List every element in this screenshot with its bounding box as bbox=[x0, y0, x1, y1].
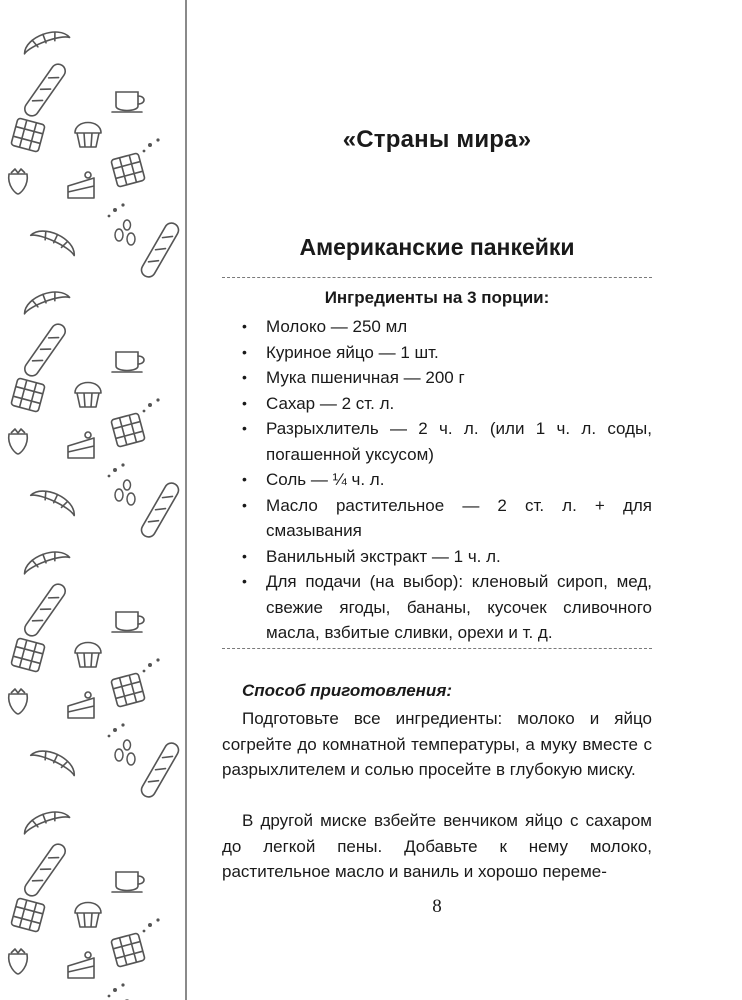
bullet-icon: • bbox=[242, 343, 247, 360]
ingredient-item: • Молоко — 250 мл bbox=[222, 314, 652, 340]
dashed-divider-top bbox=[222, 277, 652, 278]
page-content bbox=[222, 0, 652, 1000]
bullet-icon: • bbox=[242, 420, 247, 436]
bullet-icon: • bbox=[242, 394, 247, 411]
bullet-icon: • bbox=[242, 547, 247, 564]
ingredient-item: • Мука пшеничная — 200 г bbox=[222, 365, 652, 391]
border-divider bbox=[185, 0, 187, 1000]
method-paragraph: Подготовьте все ингредиенты: молоко и яйцо согрейте до комнатной температуры, а муку вместе с разрыхлителем и солью просейте в глубокую миску. bbox=[222, 709, 652, 779]
page-number: 8 bbox=[432, 896, 442, 917]
bullet-icon: • bbox=[242, 573, 247, 589]
ingredient-item: • Масло растительное — 2 ст. л. + для смазывания bbox=[222, 493, 652, 544]
bullet-icon: • bbox=[242, 369, 247, 385]
bakery-pattern-illustration bbox=[0, 0, 183, 1000]
ingredient-item: • Куриное яйцо — 1 шт. bbox=[222, 340, 652, 366]
ingredients-heading: Ингредиенты на 3 порции: bbox=[324, 288, 550, 307]
ingredients-list bbox=[222, 314, 652, 646]
bullet-icon: • bbox=[242, 496, 247, 513]
bakery-pattern-border bbox=[0, 0, 183, 1000]
ingredient-item: • Соль — ¼ ч. л. bbox=[222, 467, 652, 493]
bullet-icon: • bbox=[242, 471, 247, 487]
method-paragraph: В другой миске взбейте венчиком яйцо с сахаром до легкой пены. Добавьте к нему молоко, растительное масло и ваниль и хорошо переме- bbox=[222, 811, 652, 881]
recipe-title: Американские панкейки bbox=[299, 234, 575, 260]
bullet-icon: • bbox=[242, 318, 247, 334]
ingredient-item: • Разрыхлитель — 2 ч. л. (или 1 ч. л. соды, погашенной уксусом) bbox=[222, 416, 652, 467]
method-heading: Способ приготовления: bbox=[242, 681, 452, 700]
dashed-divider-bottom bbox=[222, 648, 652, 649]
ingredient-item: • Ванильный экстракт — 1 ч. л. bbox=[222, 544, 652, 570]
section-title: «Страны мира» bbox=[342, 126, 532, 153]
ingredient-item: • Сахар — 2 ст. л. bbox=[222, 391, 652, 417]
ingredient-item: • Для подачи (на выбор): кленовый сироп, мед, свежие ягоды, бананы, кусочек сливочного масла, взбитые сливки, орехи и т. д. bbox=[222, 569, 652, 646]
